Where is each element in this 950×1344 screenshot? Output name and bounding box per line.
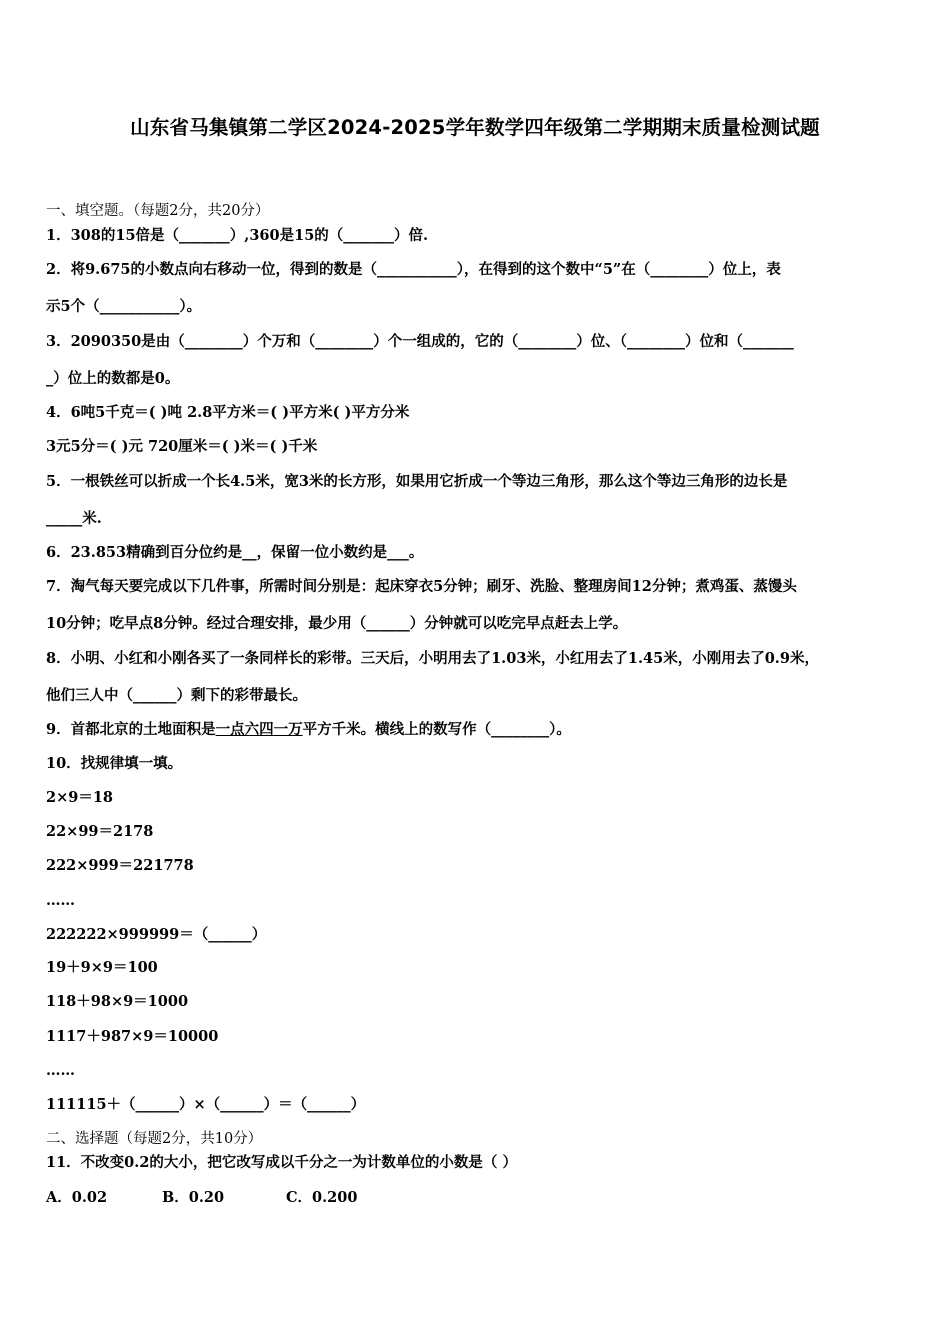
question-2-line-1: 2．将9.675的小数点向右移动一位，得到的数是（___________），在得到的这个数中“5”在（________）位上，表	[46, 261, 781, 278]
question-11: 11．不改变0.2的大小，把它改写成以千分之一为计数单位的小数是（ ）	[46, 1154, 517, 1171]
question-9	[46, 720, 571, 740]
question-6: 6．23.853精确到百分位约是__，保留一位小数约是___。	[46, 544, 424, 561]
question-7-line-2: 10分钟；吃早点8分钟。经过合理安排，最少用（______）分钟就可以吃完早点赶去上学。	[46, 615, 628, 632]
pattern-ellipsis: ……	[46, 1062, 75, 1079]
pattern-row: 222×999＝221778	[46, 857, 194, 874]
pattern-row: 22×99＝2178	[46, 823, 154, 840]
question-11-options	[46, 1188, 357, 1208]
pattern-ellipsis: ……	[46, 892, 75, 909]
pattern-row: 1117＋987×9＝10000	[46, 1028, 219, 1045]
question-1: 1．308的15倍是（_______）,360是15的（_______）倍.	[46, 227, 429, 244]
pattern-row: 2×9＝18	[46, 789, 114, 806]
question-9-prefix: 9．首都北京的土地面积是	[46, 721, 216, 738]
question-4-line-2: 3元5分＝( )元 720厘米＝( )米＝( )千米	[46, 438, 318, 455]
page-title: 山东省马集镇第二学区2024-2025学年数学四年级第二学期期末质量检测试题	[130, 116, 820, 139]
pattern-row: 118＋98×9＝1000	[46, 993, 189, 1010]
option-c[interactable]: C．0.200	[286, 1189, 358, 1206]
question-8-line-2: 他们三人中（______）剩下的彩带最长。	[46, 687, 307, 704]
pattern-row: 19＋9×9＝100	[46, 959, 158, 976]
question-3-line-2: _）位上的数都是0。	[46, 370, 180, 387]
question-4-line-1: 4．6吨5千克＝( )吨 2.8平方米＝( )平方米( )平方分米	[46, 404, 410, 421]
pattern-row: 222222×999999＝（______）	[46, 926, 267, 943]
option-b[interactable]: B．0.20	[162, 1189, 225, 1206]
question-8-line-1: 8．小明、小红和小刚各买了一条同样长的彩带。三天后，小明用去了1.03米，小红用去了1.45米，小刚用去了0.9米，	[46, 650, 819, 667]
option-a[interactable]: A．0.02	[46, 1189, 108, 1206]
question-7-line-1: 7．淘气每天要完成以下几件事，所需时间分别是：起床穿衣5分钟；刷牙、洗脸、整理房间12分钟；煮鸡蛋、蒸馒头	[46, 578, 797, 595]
section-heading-choice: 二、选择题（每题2分，共10分）	[46, 1131, 263, 1147]
question-3-line-1: 3．2090350是由（________）个万和（________）个一组成的，它的（________）位、（________）位和（_______	[46, 333, 794, 350]
question-10-intro: 10．找规律填一填。	[46, 755, 183, 772]
question-2-line-2: 示5个（___________）。	[46, 298, 202, 315]
section-heading-fill-blank: 一、填空题。（每题2分，共20分）	[46, 203, 270, 219]
pattern-row: 111115＋（______）×（______）＝（______）	[46, 1096, 366, 1113]
question-5-line-1: 5．一根铁丝可以折成一个长4.5米，宽3米的长方形，如果用它折成一个等边三角形，那么这个等边三角形的边长是	[46, 473, 788, 490]
question-9-suffix: 平方千米。横线上的数写作（________）。	[302, 721, 571, 738]
question-9-underlined-number: 一点六四一万	[215, 721, 303, 738]
question-5-line-2: _____米.	[46, 510, 102, 527]
